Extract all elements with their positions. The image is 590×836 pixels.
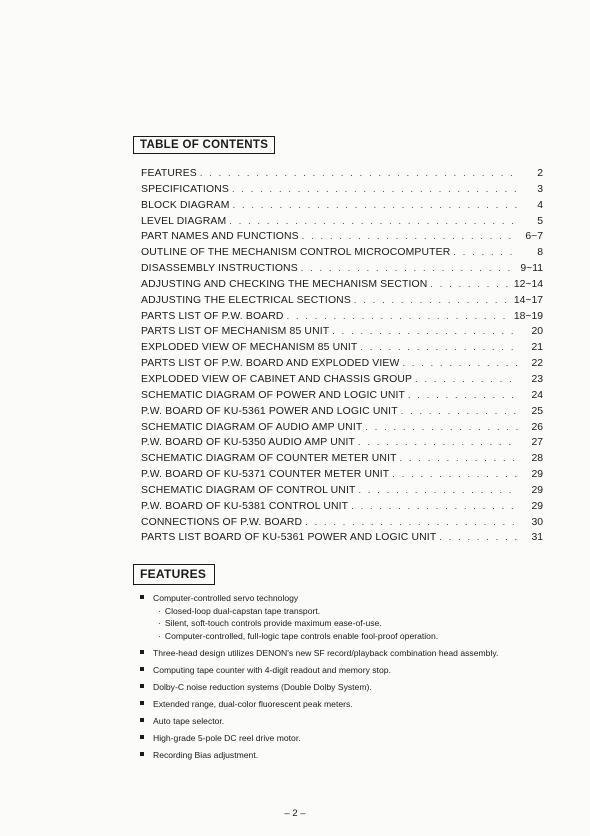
feature-item <box>140 715 560 728</box>
toc-entry-title: P.W. BOARD OF KU-5381 CONTROL UNIT <box>141 500 349 512</box>
toc-entry-title: P.W. BOARD OF KU-5371 COUNTER METER UNIT <box>141 469 390 481</box>
toc-entry-title: CONNECTIONS OF P.W. BOARD <box>141 516 303 528</box>
toc-entry-title: LEVEL DIAGRAM <box>141 215 227 227</box>
toc-entry-page: 9~11 <box>520 263 543 275</box>
toc-leader-dots <box>301 263 518 273</box>
toc-entry <box>141 532 543 548</box>
toc-entry-title: PARTS LIST OF MECHANISM 85 UNIT <box>141 326 330 338</box>
sub-marker: · <box>158 630 161 641</box>
toc-entry-page: 20 <box>531 326 543 338</box>
features-list <box>140 592 560 762</box>
toc-entry-page: 31 <box>531 532 543 544</box>
toc-leader-dots <box>430 279 510 289</box>
feature-text: Auto tape selector. <box>153 715 225 726</box>
toc-leader-dots <box>401 406 518 416</box>
toc-entry <box>141 453 543 469</box>
toc-entry <box>141 216 543 232</box>
toc-entry <box>141 390 543 406</box>
toc-leader-dots <box>229 216 518 226</box>
feature-text: Computing tape counter with 4-digit readout and memory stop. <box>153 664 391 675</box>
feature-text: High-grade 5-pole DC reel drive motor. <box>153 732 301 743</box>
toc-entry <box>141 184 543 200</box>
toc-entry <box>141 437 543 453</box>
square-bullet-icon <box>140 684 144 688</box>
toc-entry-page: 6~7 <box>525 231 543 243</box>
toc-entry-title: PARTS LIST OF P.W. BOARD AND EXPLODED VIEW <box>141 358 400 370</box>
feature-sub-item <box>158 605 560 617</box>
toc-entry-page: 26 <box>531 421 543 433</box>
toc-leader-dots <box>232 184 518 194</box>
toc-entry-page: 27 <box>531 437 543 449</box>
toc-entry-page: 22 <box>531 358 543 370</box>
feature-sub-item <box>158 617 560 629</box>
toc-entry <box>141 263 543 279</box>
toc-entry <box>141 168 543 184</box>
toc-entry-title: SCHEMATIC DIAGRAM OF POWER AND LOGIC UNIT <box>141 389 406 401</box>
toc-entry-title: EXPLODED VIEW OF CABINET AND CHASSIS GROUP <box>141 373 413 385</box>
toc-leader-dots <box>287 311 511 321</box>
toc-entry-page: 29 <box>531 500 543 512</box>
toc-entry-page: 30 <box>531 516 543 528</box>
square-bullet-icon <box>140 650 144 654</box>
toc-entry-title: ADJUSTING THE ELECTRICAL SECTIONS <box>141 294 351 306</box>
toc-leader-dots <box>400 453 518 463</box>
feature-item <box>140 664 560 677</box>
toc-entry-title: SCHEMATIC DIAGRAM OF COUNTER METER UNIT <box>141 453 397 465</box>
feature-item <box>140 749 560 762</box>
toc-entry-page: 2 <box>537 168 543 179</box>
square-bullet-icon <box>140 701 144 705</box>
feature-item <box>140 647 560 660</box>
feature-sub-list <box>153 605 560 642</box>
feature-sub-text: Silent, soft-touch controls provide maximum ease-of-use. <box>164 618 382 629</box>
toc-entry-page: 29 <box>531 469 543 481</box>
page-number: – 2 – <box>284 808 306 819</box>
toc-entry <box>141 231 543 247</box>
toc-entry-title: SCHEMATIC DIAGRAM OF AUDIO AMP UNIT <box>141 421 363 433</box>
toc-leader-dots <box>351 501 518 511</box>
toc-entry-page: 18~19 <box>513 310 543 322</box>
square-bullet-icon <box>140 667 144 671</box>
feature-text: Dolby-C noise reduction systems (Double Dolby System). <box>153 681 372 692</box>
toc-entry <box>141 326 543 342</box>
toc-entry-title: PART NAMES AND FUNCTIONS <box>141 231 299 243</box>
feature-item <box>140 592 560 642</box>
toc-entry-page: 8 <box>537 247 543 259</box>
toc-entry <box>141 422 543 438</box>
toc-entry-title: PARTS LIST BOARD OF KU-5361 POWER AND LOGIC UNIT <box>141 532 437 544</box>
toc-entry-page: 21 <box>531 342 543 354</box>
toc-entry-title: P.W. BOARD OF KU-5361 POWER AND LOGIC UNIT <box>141 405 398 417</box>
toc-list <box>141 168 543 548</box>
toc-entry-page: 28 <box>531 453 543 465</box>
toc-leader-dots <box>360 342 518 352</box>
toc-entry-page: 24 <box>531 389 543 401</box>
toc-entry-title: SCHEMATIC DIAGRAM OF CONTROL UNIT <box>141 484 356 496</box>
feature-text: Three-head design utilizes DENON's new SF record/playback combination head assembly. <box>153 647 499 658</box>
toc-entry-title: ADJUSTING AND CHECKING THE MECHANISM SECTION <box>141 278 428 290</box>
toc-entry <box>141 469 543 485</box>
square-bullet-icon <box>140 752 144 756</box>
feature-item <box>140 732 560 745</box>
feature-text: Extended range, dual-color fluorescent peak meters. <box>153 698 353 709</box>
toc-entry-page: 25 <box>531 405 543 417</box>
toc-entry <box>141 501 543 517</box>
feature-sub-text: Closed-loop dual-capstan tape transport. <box>164 606 321 616</box>
feature-item <box>140 698 560 711</box>
toc-entry-title: SPECIFICATIONS <box>141 183 229 195</box>
toc-entry <box>141 279 543 295</box>
toc-leader-dots <box>402 358 518 368</box>
toc-entry <box>141 485 543 501</box>
toc-entry-page: 3 <box>537 183 543 195</box>
square-bullet-icon <box>140 735 144 739</box>
toc-entry-page: 12~14 <box>513 278 543 290</box>
toc-entry <box>141 200 543 216</box>
toc-entry-title: BLOCK DIAGRAM <box>141 199 230 211</box>
toc-entry-page: 4 <box>537 199 543 211</box>
toc-entry-page: 23 <box>531 373 543 385</box>
toc-leader-dots <box>305 517 518 527</box>
features-heading: FEATURES <box>133 564 215 585</box>
feature-text: Recording Bias adjustment. <box>153 749 259 760</box>
feature-sub-text: Computer-controlled, full-logic tape controls enable fool-proof operation. <box>164 630 439 641</box>
toc-leader-dots <box>408 390 518 400</box>
toc-entry-page: 29 <box>531 484 543 496</box>
toc-entry-title: FEATURES <box>141 168 197 179</box>
feature-text: Computer-controlled servo technology <box>153 593 299 603</box>
toc-leader-dots <box>439 532 518 542</box>
toc-entry <box>141 311 543 327</box>
toc-entry <box>141 358 543 374</box>
toc-entry-title: P.W. BOARD OF KU-5350 AUDIO AMP UNIT <box>141 437 356 449</box>
toc-entry <box>141 342 543 358</box>
toc-leader-dots <box>302 231 518 241</box>
toc-entry-page: 14~17 <box>513 294 543 306</box>
square-bullet-icon <box>140 595 144 599</box>
toc-leader-dots <box>358 437 518 447</box>
square-bullet-icon <box>140 718 144 722</box>
toc-leader-dots <box>359 485 519 495</box>
toc-leader-dots <box>392 469 518 479</box>
sub-marker: · <box>158 618 161 629</box>
sub-marker: · <box>158 606 161 616</box>
toc-leader-dots <box>354 295 511 305</box>
feature-item <box>140 681 560 694</box>
toc-entry <box>141 517 543 533</box>
toc-leader-dots <box>365 422 518 432</box>
toc-leader-dots <box>453 247 518 257</box>
toc-leader-dots <box>233 200 518 210</box>
toc-leader-dots <box>200 168 518 178</box>
toc-entry-title: OUTLINE OF THE MECHANISM CONTROL MICROCOMPUTER <box>141 247 451 259</box>
toc-entry-title: EXPLODED VIEW OF MECHANISM 85 UNIT <box>141 342 358 354</box>
toc-entry-title: DISASSEMBLY INSTRUCTIONS <box>141 263 298 275</box>
toc-entry <box>141 406 543 422</box>
toc-entry <box>141 247 543 263</box>
toc-heading: TABLE OF CONTENTS <box>133 136 275 154</box>
toc-entry-page: 5 <box>537 215 543 227</box>
toc-leader-dots <box>332 326 518 336</box>
toc-leader-dots <box>415 374 518 384</box>
feature-sub-item <box>158 630 560 642</box>
toc-entry <box>141 295 543 311</box>
toc-entry-title: PARTS LIST OF P.W. BOARD <box>141 310 284 322</box>
toc-entry <box>141 374 543 390</box>
